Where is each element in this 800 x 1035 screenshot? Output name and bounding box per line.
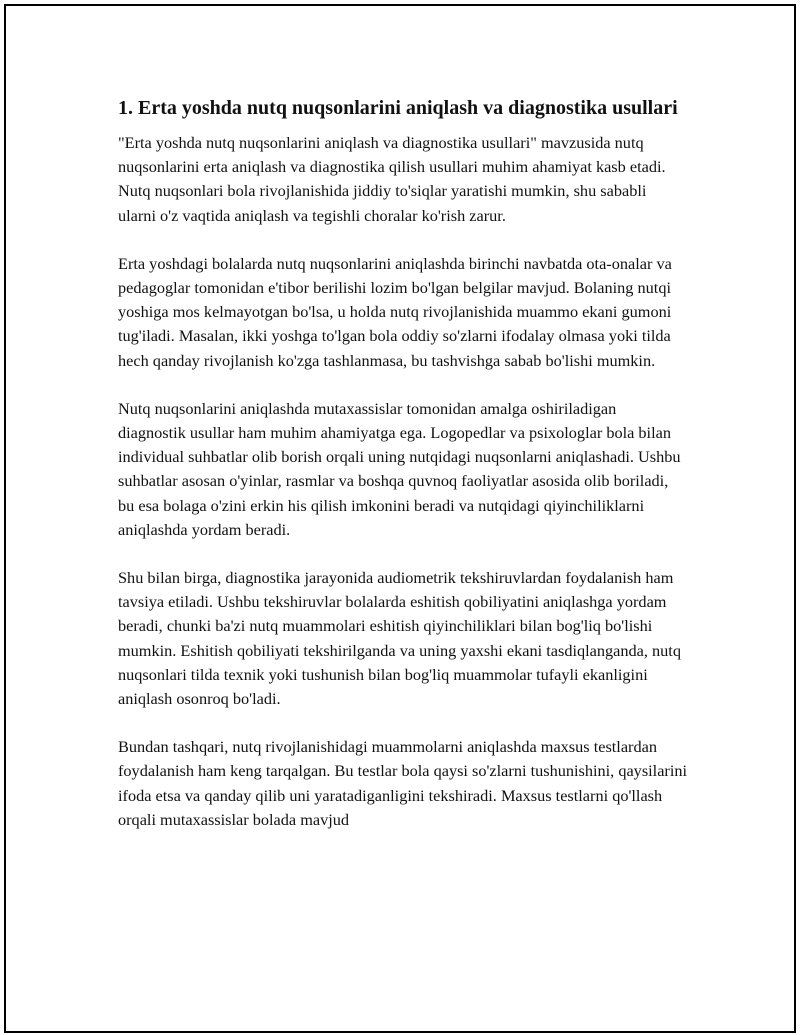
paragraph-2: Erta yoshdagi bolalarda nutq nuqsonlarini aniqlashda birinchi navbatda ota-onalar va pedagoglar tomonidan e'tibor berilishi lozim bo'lgan belgilar mavjud. Bolaning nutqi yoshiga mos kelmayotgan bo'lsa, u holda nutq rivojlanishida muammo ekani gumoni tug'iladi. Masalan, ikki yoshga to'lgan bola oddiy so'zlarni ifodalay olmasa yoki tilda hech qanday rivojlanish ko'zga tashlanmasa, bu tashvishga sabab bo'lishi mumkin. [118, 253, 672, 370]
document-body [118, 94, 688, 856]
paragraph-4: Shu bilan birga, diagnostika jarayonida audiometrik tekshiruvlardan foydalanish ham tavsiya etiladi. Ushbu tekshiruvlar bolalarda eshitish qobiliyatini aniqlashga yordam beradi, chunki ba'zi nutq muammolari eshitish qiyinchiliklari bilan bog'liq bo'lishi mumkin. Eshitish qobiliyati tekshirilganda va uning yaxshi ekani tasdiqlanganda, nutq nuqsonlari tilda texnik yoki tushunish bilan bog'liq muammolar tufayli ekanligini aniqlash osonroq bo'ladi. [118, 568, 681, 709]
paragraph-3: Nutq nuqsonlarini aniqlashda mutaxassislar tomonidan amalga oshiriladigan diagnostik usullar ham muhim ahamiyatga ega. Logopedlar va psixologlar bola bilan individual suhbatlar olib borish orqali uning nutqidagi nuqsonlarni aniqlashadi. Ushbu suhbatlar asosan o'yinlar, rasmlar va boshqa quvnoq faoliyatlar asosida olib boriladi, bu esa bolaga o'zini erkin his qilish imkonini beradi va nutqidagi qiyinchiliklarni aniqlashda yordam beradi. [118, 398, 681, 539]
paragraph-1: "Erta yoshda nutq nuqsonlarini aniqlash va diagnostika usullari" mavzusida nutq nuqsonlarini erta aniqlash va diagnostika qilish usullari muhim ahamiyat kasb etadi. Nutq nuqsonlari bola rivojlanishida jiddiy to'siqlar yaratishi mumkin, shu sababli ularni o'z vaqtida aniqlash va tegishli choralar ko'rish zarur. [118, 133, 666, 225]
paragraph-5: Bundan tashqari, nutq rivojlanishidagi muammolarni aniqlashda maxsus testlardan foydalanish ham keng tarqalgan. Bu testlar bola qaysi so'zlarni tushunishini, qaysilarini ifoda etsa va qanday qilib uni yaratadiganligini tekshiradi. Maxsus testlarni qo'llash orqali mutaxassislar bolada mavjud [118, 737, 688, 829]
section-heading: 1. Erta yoshda nutq nuqsonlarini aniqlash va diagnostika usullari [118, 97, 678, 119]
